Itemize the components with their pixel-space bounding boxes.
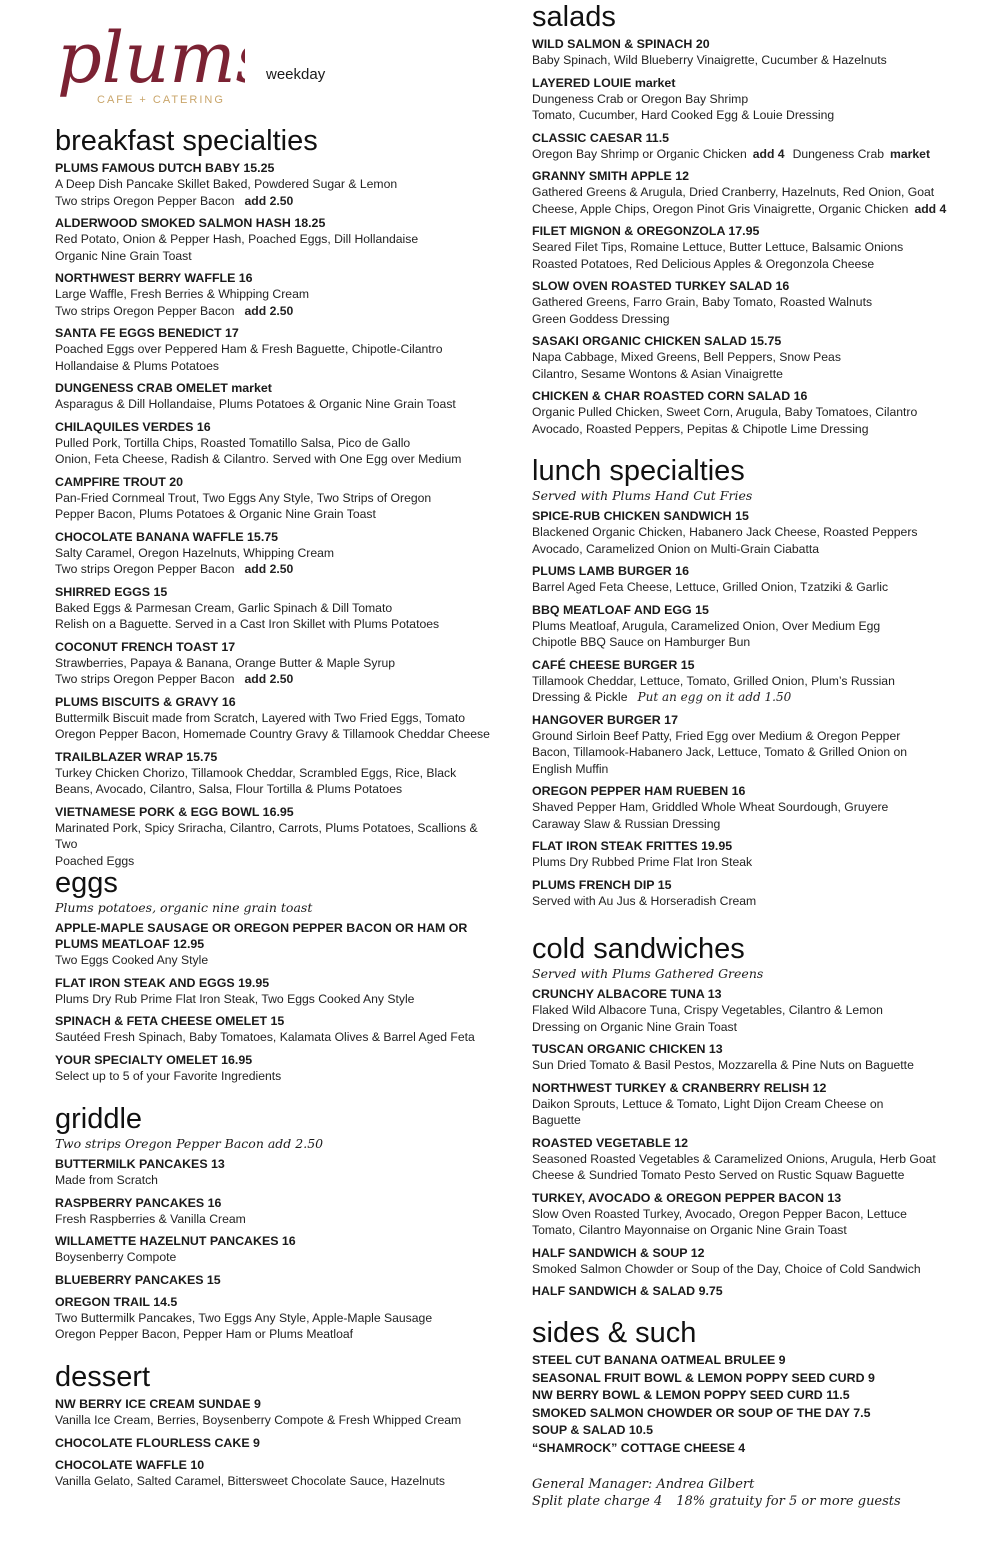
item-desc: Plums Meatloaf, Arugula, Caramelized Onion, Over Medium Egg xyxy=(532,618,881,633)
menu-item xyxy=(532,388,946,437)
item-desc: Smoked Salmon Chowder or Soup of the Day, Choice of Cold Sandwich xyxy=(532,1261,921,1276)
item-name: CHOCOLATE FLOURLESS CAKE 9 xyxy=(55,1435,260,1450)
item-desc: Bacon, Tillamook-Habanero Jack, Lettuce, Tomato & Grilled Onion on xyxy=(532,745,908,759)
item-name: PLUMS MEATLOAF 12.95 xyxy=(55,937,205,951)
item-name: PLUMS FAMOUS DUTCH BABY 15.25 xyxy=(55,161,275,175)
section-title: eggs xyxy=(55,867,118,899)
item-desc: Tomato, Cilantro Mayonnaise on Organic Nine Grain Toast xyxy=(532,1223,847,1237)
section-title: breakfast specialties xyxy=(55,125,318,157)
item-desc: Gathered Greens & Arugula, Dried Cranberry, Hazelnuts, Red Onion, Goat xyxy=(532,185,935,199)
item-desc: Blackened Organic Chicken, Habanero Jack Cheese, Roasted Peppers xyxy=(532,525,918,539)
menu-item xyxy=(532,508,917,557)
item-desc: Slow Oven Roasted Turkey, Avocado, Oregon Pepper Bacon, Lettuce xyxy=(532,1206,907,1221)
item-desc: Dungeness Crab or Oregon Bay Shrimp xyxy=(532,91,749,106)
item-desc: Baby Spinach, Wild Blueberry Vinaigrette, Cucumber & Hazelnuts xyxy=(532,53,887,67)
menu-item xyxy=(532,75,946,124)
item-desc: Organic Pulled Chicken, Sweet Corn, Arugula, Baby Tomatoes, Cilantro xyxy=(532,405,918,419)
item-desc: Two Eggs Cooked Any Style xyxy=(55,953,209,967)
menu-item xyxy=(55,1435,461,1451)
menu-item xyxy=(55,1272,432,1288)
item-desc: Salty Caramel, Oregon Hazelnuts, Whipping Cream xyxy=(55,545,335,560)
split-plate-charge: Split plate charge 4 xyxy=(532,1494,663,1509)
item-addon: market xyxy=(890,146,931,161)
item-desc: Barrel Aged Feta Cheese, Lettuce, Grilled Onion, Tzatziki & Garlic xyxy=(532,580,889,594)
menu-item xyxy=(55,920,475,969)
menu-item xyxy=(532,563,917,596)
item-desc: Organic Nine Grain Toast xyxy=(55,248,192,263)
item-desc: Red Potato, Onion & Pepper Hash, Poached Eggs, Dill Hollandaise xyxy=(55,232,419,246)
menu-item xyxy=(55,1052,475,1085)
item-desc: Avocado, Roasted Peppers, Pepitas & Chipotle Lime Dressing xyxy=(532,421,869,436)
item-name: CRUNCHY ALBACORE TUNA 13 xyxy=(532,987,722,1001)
item-desc: English Muffin xyxy=(532,761,609,776)
item-name: COCONUT FRENCH TOAST 17 xyxy=(55,639,236,654)
menu-item xyxy=(55,325,495,374)
section-subtitle: Served with Plums Gathered Greens xyxy=(532,966,764,981)
menu-item xyxy=(532,333,946,382)
item-name: SASAKI ORGANIC CHICKEN SALAD 15.75 xyxy=(532,334,782,348)
item-desc: Dressing & Pickle xyxy=(532,690,628,704)
menu-item xyxy=(55,975,475,1008)
section-title: sides & such xyxy=(532,1317,697,1349)
side-item: “SHAMROCK” COTTAGE CHEESE 4 xyxy=(532,1440,746,1455)
item-desc: Plums Dry Rub Prime Flat Iron Steak, Two Eggs Cooked Any Style xyxy=(55,991,415,1006)
item-desc xyxy=(55,303,495,320)
menu-item xyxy=(55,1294,432,1343)
item-desc xyxy=(55,561,495,578)
section-title: lunch specialties xyxy=(532,455,745,487)
item-desc: Tillamook Cheddar, Lettuce, Tomato, Grilled Onion, Plum’s Russian xyxy=(532,673,895,688)
menu-item xyxy=(532,1283,936,1299)
menu-item xyxy=(532,986,936,1035)
item-desc: Green Goddess Dressing xyxy=(532,311,670,326)
item-name: RASPBERRY PANCAKES 16 xyxy=(55,1195,222,1210)
item-desc: Shaved Pepper Ham, Griddled Whole Wheat Sourdough, Gruyere xyxy=(532,800,889,814)
side-item: SEASONAL FRUIT BOWL & LEMON POPPY SEED CURD 9 xyxy=(532,1370,875,1385)
item-desc: Dungeness Crab xyxy=(792,146,885,161)
item-name: FILET MIGNON & OREGONZOLA 17.95 xyxy=(532,224,760,238)
item-name: CAMPFIRE TROUT 20 xyxy=(55,474,184,489)
item-desc: Hollandaise & Plums Potatoes xyxy=(55,358,219,373)
item-name: DUNGENESS CRAB OMELET market xyxy=(55,381,272,395)
policy-line xyxy=(532,1493,901,1510)
section-title: dessert xyxy=(55,1361,151,1393)
item-name: ALDERWOOD SMOKED SALMON HASH 18.25 xyxy=(55,216,326,230)
menu-item xyxy=(532,602,917,651)
item-desc: Avocado, Caramelized Onion on Multi-Grain Ciabatta xyxy=(532,541,820,556)
menu-item xyxy=(55,1156,432,1189)
menu-item xyxy=(55,1195,432,1228)
item-addon: add 2.50 xyxy=(244,193,294,208)
item-desc: Oregon Pepper Bacon, Homemade Country Gravy & Tillamook Cheddar Cheese xyxy=(55,727,490,741)
plums-logo xyxy=(55,10,245,120)
item-desc: Daikon Sprouts, Lettuce & Tomato, Light Dijon Cream Cheese on xyxy=(532,1096,884,1111)
item-name: APPLE-MAPLE SAUSAGE OR OREGON PEPPER BACON OR HAM OR xyxy=(55,921,468,935)
item-desc: Served with Au Jus & Horseradish Cream xyxy=(532,893,757,908)
menu-item xyxy=(532,168,946,217)
side-item: STEEL CUT BANANA OATMEAL BRULEE 9 xyxy=(532,1353,786,1367)
item-desc: Ground Sirloin Beef Patty, Fried Egg over Medium & Oregon Pepper xyxy=(532,728,901,743)
menu-item xyxy=(532,1190,936,1239)
item-name: VIETNAMESE PORK & EGG BOWL 16.95 xyxy=(55,804,294,819)
item-name: YOUR SPECIALTY OMELET 16.95 xyxy=(55,1052,253,1067)
item-desc: Oregon Pepper Bacon, Pepper Ham or Plums Meatloaf xyxy=(55,1327,354,1341)
menu-item xyxy=(532,1135,936,1184)
item-desc: Vanilla Ice Cream, Berries, Boysenberry Compote & Fresh Whipped Cream xyxy=(55,1413,462,1427)
side-item: SMOKED SALMON CHOWDER OR SOUP OF THE DAY 7.5 xyxy=(532,1405,871,1420)
item-desc: Baguette xyxy=(532,1113,581,1127)
item-addon: add 2.50 xyxy=(244,562,294,576)
cold-sandwiches-section xyxy=(532,934,936,1305)
menu-item xyxy=(55,474,495,523)
item-desc: Made from Scratch xyxy=(55,1173,158,1187)
item-desc: Marinated Pork, Spicy Sriracha, Cilantro, Carrots, Plums Potatoes, Scallions & Two xyxy=(55,820,478,851)
item-desc xyxy=(532,689,917,706)
item-name: CHICKEN & CHAR ROASTED CORN SALAD 16 xyxy=(532,389,808,403)
item-name: HALF SANDWICH & SALAD 9.75 xyxy=(532,1284,723,1298)
section-title: salads xyxy=(532,1,616,33)
item-desc: Plums Dry Rubbed Prime Flat Iron Steak xyxy=(532,855,753,869)
item-name: SPINACH & FETA CHEESE OMELET 15 xyxy=(55,1014,285,1028)
item-name: OREGON PEPPER HAM RUEBEN 16 xyxy=(532,784,746,798)
item-desc: Buttermilk Biscuit made from Scratch, Layered with Two Fried Eggs, Tomato xyxy=(55,710,466,725)
item-desc: Poached Eggs xyxy=(55,853,135,868)
item-desc: Dressing on Organic Nine Grain Toast xyxy=(532,1019,738,1034)
item-addon: add 2.50 xyxy=(244,303,294,318)
salads-section xyxy=(532,2,946,443)
menu-item xyxy=(532,712,917,778)
general-manager: General Manager: Andrea Gilbert xyxy=(532,1477,755,1492)
item-desc: Boysenberry Compote xyxy=(55,1250,177,1264)
menu-item xyxy=(532,877,917,910)
item-desc: Onion, Feta Cheese, Radish & Cilantro. Served with One Egg over Medium xyxy=(55,452,462,466)
item-desc: Vanilla Gelato, Salted Caramel, Bittersweet Chocolate Sauce, Hazelnuts xyxy=(55,1473,445,1488)
item-name: NORTHWEST BERRY WAFFLE 16 xyxy=(55,271,253,285)
item-addon: add 2.50 xyxy=(244,672,294,686)
menu-item xyxy=(55,1396,461,1429)
item-name: BLUEBERRY PANCAKES 15 xyxy=(55,1272,221,1287)
menu-item xyxy=(532,1041,936,1074)
item-desc: Cheese, Apple Chips, Oregon Pinot Gris Vinaigrette, Organic Chicken xyxy=(532,201,909,216)
menu-item xyxy=(55,419,495,468)
item-name: ROASTED VEGETABLE 12 xyxy=(532,1135,689,1150)
item-name: PLUMS FRENCH DIP 15 xyxy=(532,877,672,892)
item-name: SANTA FE EGGS BENEDICT 17 xyxy=(55,326,239,340)
item-name: CHOCOLATE BANANA WAFFLE 15.75 xyxy=(55,529,279,544)
griddle-section xyxy=(55,1104,432,1349)
section-subtitle: Plums potatoes, organic nine grain toast xyxy=(55,900,313,915)
section-subtitle: Served with Plums Hand Cut Fries xyxy=(532,488,753,503)
item-name: NW BERRY ICE CREAM SUNDAE 9 xyxy=(55,1397,261,1411)
item-desc: Sautéed Fresh Spinach, Baby Tomatoes, Kalamata Olives & Barrel Aged Feta xyxy=(55,1030,475,1044)
item-desc: Flaked Wild Albacore Tuna, Crispy Vegetables, Cilantro & Lemon xyxy=(532,1003,883,1017)
item-desc: Large Waffle, Fresh Berries & Whipping Cream xyxy=(55,287,310,301)
item-desc: A Deep Dish Pancake Skillet Baked, Powdered Sugar & Lemon xyxy=(55,177,398,191)
item-desc: Roasted Potatoes, Red Delicious Apples & Oregonzola Cheese xyxy=(532,256,875,271)
menu-item xyxy=(55,584,495,633)
item-desc xyxy=(532,201,946,218)
item-name: CAFÉ CHEESE BURGER 15 xyxy=(532,657,695,672)
menu-item xyxy=(55,694,495,743)
section-title: griddle xyxy=(55,1103,143,1135)
item-desc: Two strips Oregon Pepper Bacon xyxy=(55,303,235,318)
eggs-section xyxy=(55,868,475,1090)
item-desc: Pan-Fried Cornmeal Trout, Two Eggs Any Style, Two Strips of Oregon xyxy=(55,490,432,505)
item-desc xyxy=(55,671,495,688)
gratuity-note: 18% gratuity for 5 or more guests xyxy=(676,1494,901,1509)
menu-item xyxy=(55,1013,475,1046)
item-desc: Beans, Avocado, Cilantro, Salsa, Flour Tortilla & Plums Potatoes xyxy=(55,782,403,796)
sides-section xyxy=(532,1318,875,1457)
item-desc: Gathered Greens, Farro Grain, Baby Tomato, Roasted Walnuts xyxy=(532,295,873,309)
menu-item xyxy=(55,804,495,870)
breakfast-section xyxy=(55,126,495,875)
item-addon: add 4 xyxy=(752,146,785,161)
item-desc: Fresh Raspberries & Vanilla Cream xyxy=(55,1211,246,1226)
item-name: CHOCOLATE WAFFLE 10 xyxy=(55,1457,205,1472)
menu-item xyxy=(55,215,495,264)
logo-text: plum xyxy=(57,17,236,99)
item-desc: Tomato, Cucumber, Hard Cooked Egg & Louie Dressing xyxy=(532,108,835,122)
item-desc: Two strips Oregon Pepper Bacon xyxy=(55,562,235,576)
item-desc xyxy=(532,146,946,163)
menu-item xyxy=(532,130,946,163)
item-name: HALF SANDWICH & SOUP 12 xyxy=(532,1245,705,1260)
item-name: FLAT IRON STEAK AND EGGS 19.95 xyxy=(55,975,270,990)
item-name: SLOW OVEN ROASTED TURKEY SALAD 16 xyxy=(532,279,790,293)
item-name: GRANNY SMITH APPLE 12 xyxy=(532,169,689,183)
item-desc: Chipotle BBQ Sauce on Hamburger Bun xyxy=(532,635,751,649)
menu-item xyxy=(55,529,495,578)
menu-item xyxy=(532,838,917,871)
item-name: PLUMS BISCUITS & GRAVY 16 xyxy=(55,694,236,709)
item-desc: Pulled Pork, Tortilla Chips, Roasted Tomatillo Salsa, Pico de Gallo xyxy=(55,435,411,450)
menu-item xyxy=(55,1457,461,1490)
menu-item xyxy=(532,278,946,327)
side-item: SOUP & SALAD 10.5 xyxy=(532,1423,653,1437)
menu-item xyxy=(55,160,495,209)
item-name: LAYERED LOUIE market xyxy=(532,75,676,90)
item-desc: Sun Dried Tomato & Basil Pestos, Mozzarella & Pine Nuts on Baguette xyxy=(532,1058,914,1072)
section-subtitle: Two strips Oregon Pepper Bacon add 2.50 xyxy=(55,1136,324,1151)
item-addon: add 4 xyxy=(914,201,947,216)
item-desc xyxy=(55,193,495,210)
item-name: FLAT IRON STEAK FRITTES 19.95 xyxy=(532,839,733,853)
item-desc: Poached Eggs over Peppered Ham & Fresh Baguette, Chipotle-Cilantro xyxy=(55,342,443,356)
menu-item xyxy=(55,270,495,319)
logo-subtext: CAFE + CATERING xyxy=(97,94,225,106)
menu-item xyxy=(532,1245,936,1278)
item-desc: Caraway Slaw & Russian Dressing xyxy=(532,816,721,831)
item-desc: Seasoned Roasted Vegetables & Caramelized Onions, Arugula, Herb Goat xyxy=(532,1151,936,1166)
item-name: TRAILBLAZER WRAP 15.75 xyxy=(55,749,218,764)
lunch-section xyxy=(532,456,917,915)
menu-item xyxy=(532,1080,936,1129)
item-desc: Seared Filet Tips, Romaine Lettuce, Butter Lettuce, Balsamic Onions xyxy=(532,240,904,254)
item-desc: Two Buttermilk Pancakes, Two Eggs Any Style, Apple-Maple Sausage xyxy=(55,1310,433,1325)
item-desc: Relish on a Baguette. Served in a Cast Iron Skillet with Plums Potatoes xyxy=(55,617,440,631)
menu-item xyxy=(532,36,946,69)
menu-item xyxy=(55,749,495,798)
item-desc: Pepper Bacon, Plums Potatoes & Organic Nine Grain Toast xyxy=(55,507,376,521)
item-desc: Cilantro, Sesame Wontons & Asian Vinaigrette xyxy=(532,366,783,381)
menu-footer xyxy=(532,1476,901,1510)
item-desc: Strawberries, Papaya & Banana, Orange Butter & Maple Syrup xyxy=(55,655,396,670)
side-item: NW BERRY BOWL & LEMON POPPY SEED CURD 11.5 xyxy=(532,1388,850,1402)
item-desc: Select up to 5 of your Favorite Ingredients xyxy=(55,1068,282,1083)
menu-item xyxy=(532,223,946,272)
item-name: WILLAMETTE HAZELNUT PANCAKES 16 xyxy=(55,1234,296,1248)
item-desc: Two strips Oregon Pepper Bacon xyxy=(55,193,235,208)
item-name: SPICE-RUB CHICKEN SANDWICH 15 xyxy=(532,509,749,523)
item-name: SHIRRED EGGS 15 xyxy=(55,584,168,599)
item-name: BBQ MEATLOAF AND EGG 15 xyxy=(532,602,709,617)
menu-type-label: weekday xyxy=(266,66,326,83)
menu-item xyxy=(532,657,917,706)
item-desc: Two strips Oregon Pepper Bacon xyxy=(55,672,235,686)
item-note: Put an egg on it add 1.50 xyxy=(637,690,792,704)
item-name: NORTHWEST TURKEY & CRANBERRY RELISH 12 xyxy=(532,1080,827,1095)
item-desc: Turkey Chicken Chorizo, Tillamook Cheddar, Scrambled Eggs, Rice, Black xyxy=(55,765,457,780)
item-name: PLUMS LAMB BURGER 16 xyxy=(532,564,689,578)
menu-item xyxy=(532,783,917,832)
item-name: OREGON TRAIL 14.5 xyxy=(55,1294,178,1309)
item-name: HANGOVER BURGER 17 xyxy=(532,712,678,727)
menu-item xyxy=(55,380,495,413)
plums-logo-mark xyxy=(55,10,245,120)
item-desc: Oregon Bay Shrimp or Organic Chicken xyxy=(532,146,747,161)
item-name: CLASSIC CAESAR 11.5 xyxy=(532,130,670,145)
item-name: TURKEY, AVOCADO & OREGON PEPPER BACON 13 xyxy=(532,1190,842,1205)
item-desc: Baked Eggs & Parmesan Cream, Garlic Spinach & Dill Tomato xyxy=(55,600,393,615)
section-title: cold sandwiches xyxy=(532,933,745,965)
menu-item xyxy=(55,1233,432,1266)
dessert-section xyxy=(55,1362,461,1495)
item-name: WILD SALMON & SPINACH 20 xyxy=(532,37,710,51)
item-name: CHILAQUILES VERDES 16 xyxy=(55,419,211,434)
menu-item xyxy=(55,639,495,688)
item-desc: Napa Cabbage, Mixed Greens, Bell Peppers, Snow Peas xyxy=(532,350,841,364)
item-desc: Cheese & Sundried Tomato Pesto Served on Rustic Squaw Baguette xyxy=(532,1168,905,1182)
item-name: BUTTERMILK PANCAKES 13 xyxy=(55,1157,225,1171)
item-name: TUSCAN ORGANIC CHICKEN 13 xyxy=(532,1042,723,1056)
item-desc: Asparagus & Dill Hollandaise, Plums Potatoes & Organic Nine Grain Toast xyxy=(55,397,456,411)
